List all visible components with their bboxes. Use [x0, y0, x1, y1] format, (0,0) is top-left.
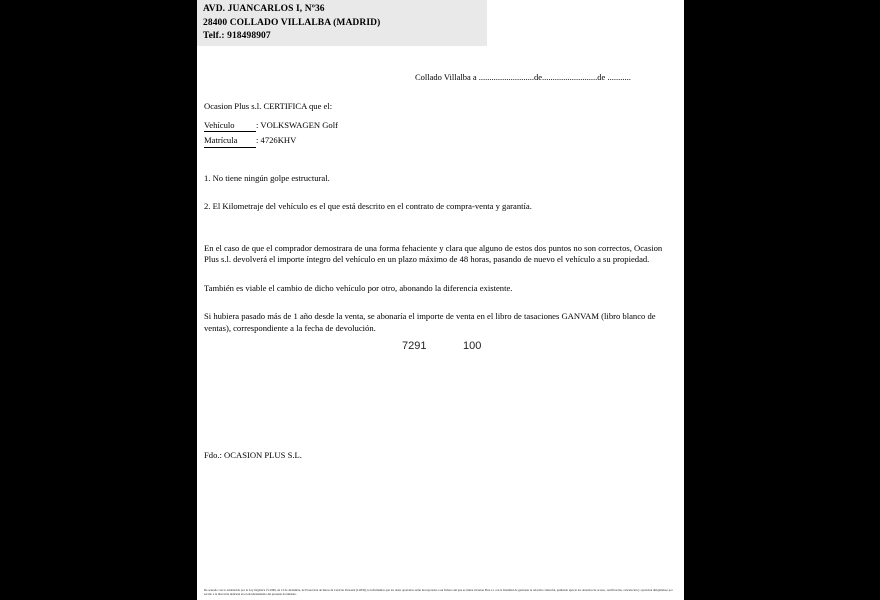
- field-vehicle-label: Vehículo: [204, 120, 256, 133]
- paragraph-exchange: También es viable el cambio de dicho vehículo por otro, abonando la diferencia existente.: [204, 282, 513, 293]
- field-vehicle-value: : VOLKSWAGEN Golf: [256, 119, 338, 130]
- handwritten-number: 100: [463, 340, 482, 352]
- field-plate-value: : 4726KHV: [256, 135, 297, 145]
- signature-line: Fdo.: OCASION PLUS S.L.: [204, 450, 302, 460]
- point-1: 1. No tiene ningún golpe estructural.: [204, 172, 330, 183]
- letterhead-line-1: AVD. JUANCARLOS I, Nº36: [203, 4, 325, 14]
- legal-footer: De acuerdo con lo establecido por la Ley Orgánica 15/1999, de 13 de diciembre, de Protección de Datos de Carácter Personal (LOPD), le informamos que los datos aportados serán incorporados a un fichero del que es titular Ocasion Plus s.l. con la finalidad de gestionar la relación comercial, pudiendo ejercer los derechos de acceso, rectificación, cancelación y oposición dirigiéndose por escrito a la dirección indicada en el encabezamiento del presente documento.: [204, 588, 673, 596]
- field-vehicle: [204, 120, 670, 133]
- field-plate-label: Matrícula: [204, 135, 256, 148]
- document-page: [197, 0, 684, 600]
- place-and-date-line: Collado Villalba a ..........................de..........................de ...........: [415, 72, 631, 82]
- field-plate: [204, 135, 670, 148]
- certifies-line: Ocasion Plus s.l. CERTIFICA que el:: [204, 101, 333, 111]
- letterhead-line-3: Telf.: 918498907: [203, 31, 271, 41]
- letterhead-block: [197, 0, 487, 46]
- handwritten-amount: 7291: [402, 340, 427, 352]
- paragraph-refund: En el caso de que el comprador demostrara de una forma fehaciente y clara que alguno de estos dos puntos no son correctos, Ocasion Plus s.l. devolverá el importe íntegro del vehículo en un plazo máximo de 48 horas, pasando de nuevo el vehículo a su propiedad.: [204, 242, 663, 264]
- paragraph-ganvam: Si hubiera pasado más de 1 año desde la venta, se abonaría el importe de venta en el libro de tasaciones GANVAM (libro blanco de ventas), correspondiente a la fecha de devolución.: [204, 311, 656, 333]
- letterhead-line-2: 28400 COLLADO VILLALBA (MADRID): [203, 17, 381, 28]
- document-body: [204, 101, 670, 334]
- letterhead-address: [203, 3, 380, 44]
- point-2: 2. El Kilometraje del vehículo es el que está descrito en el contrato de compra-venta y garantía.: [204, 201, 532, 211]
